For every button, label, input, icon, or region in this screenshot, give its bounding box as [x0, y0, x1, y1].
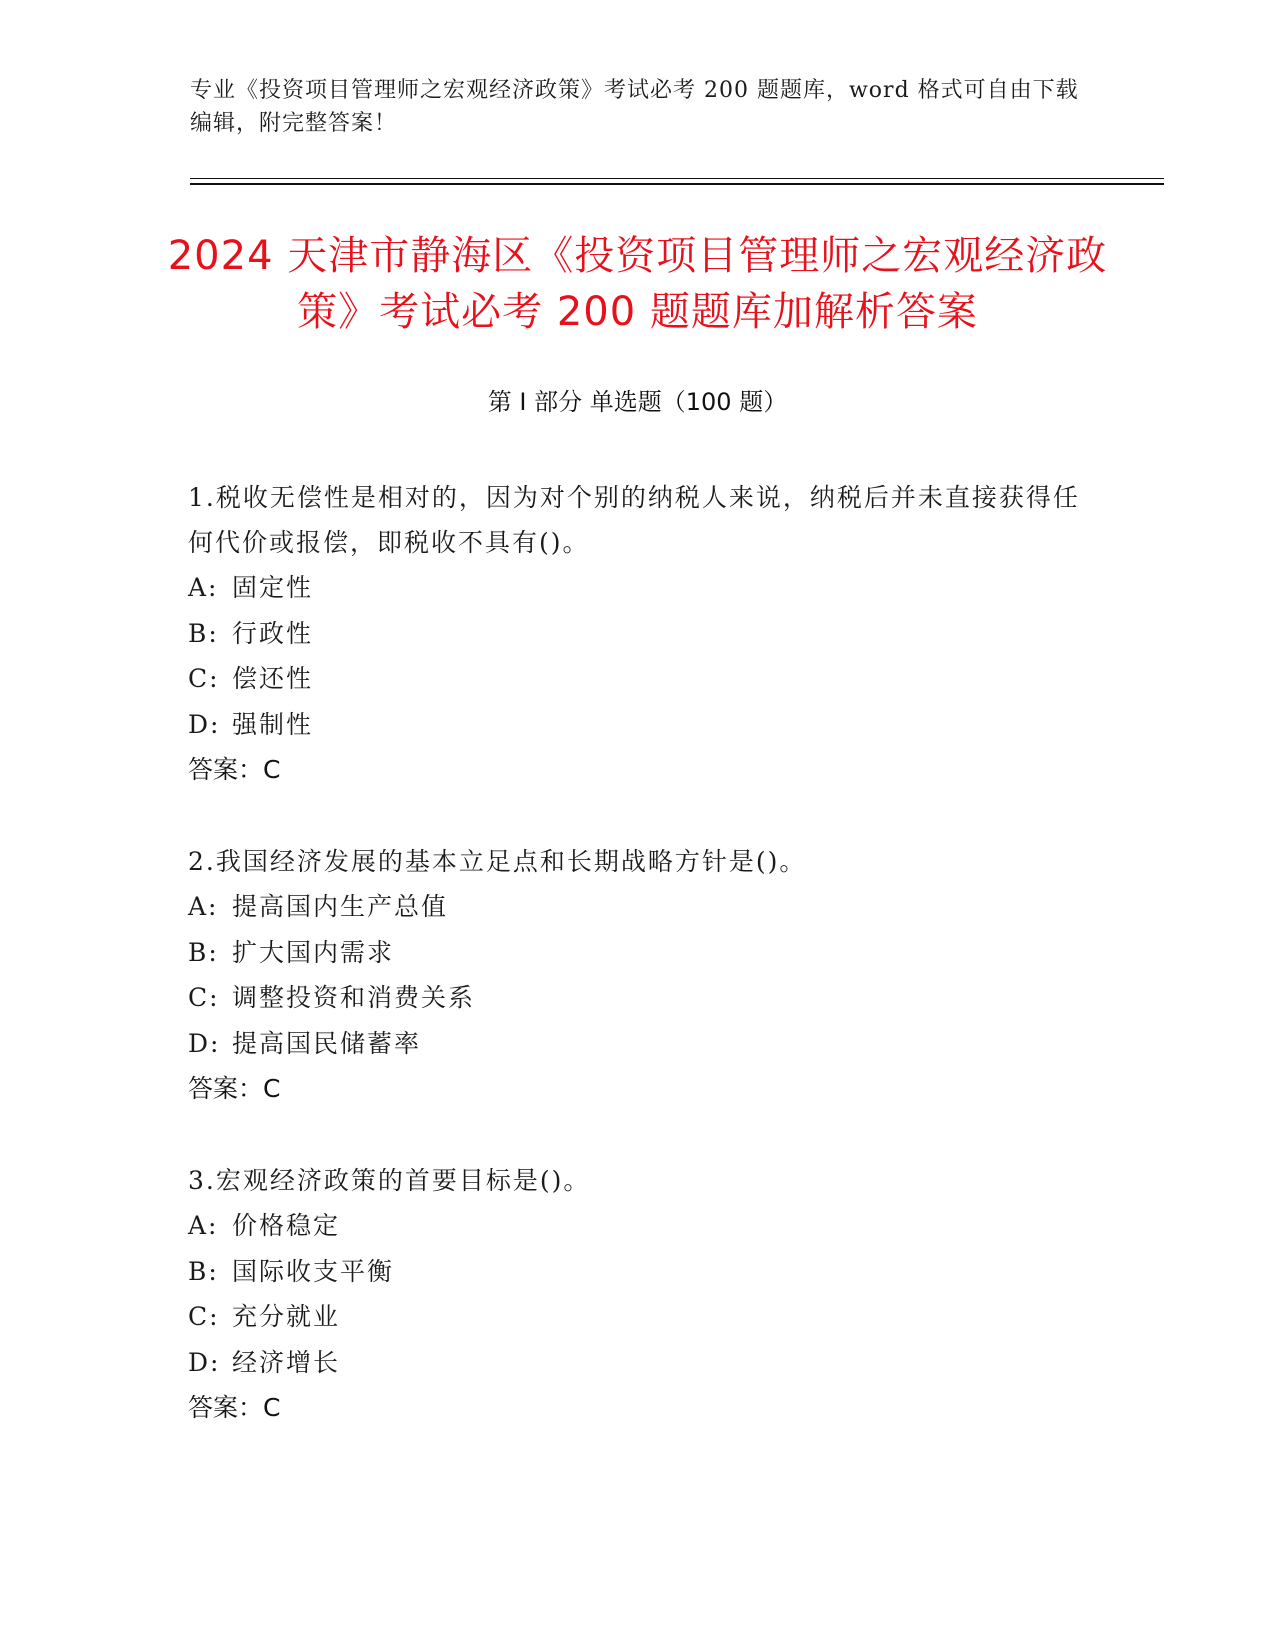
option-b — [188, 930, 1088, 976]
question-text: 1.税收无偿性是相对的，因为对个别的纳税人来说，纳税后并未直接获得任何代价或报偿，即税收不具有()。 — [188, 483, 1080, 557]
answer-line: 答案：C — [188, 755, 281, 784]
option-d — [188, 1340, 1088, 1386]
answer-line: 答案：C — [188, 1393, 281, 1422]
option-letter: B: — [188, 1256, 219, 1286]
option-c — [188, 656, 1088, 702]
section-heading: 第 I 部分 单选题（100 题） — [487, 388, 788, 416]
question-spacer — [188, 1111, 1088, 1158]
option-a — [188, 884, 1088, 930]
question-spacer — [188, 792, 1088, 839]
option-text: 价格稳定 — [232, 1211, 341, 1240]
option-letter: C: — [188, 664, 220, 693]
option-b — [188, 611, 1088, 657]
option-b — [188, 1249, 1088, 1295]
option-letter: A: — [188, 573, 219, 602]
header-note: 专业《投资项目管理师之宏观经济政策》考试必考 200 题题库，word 格式可自由下载编辑，附完整答案！ — [190, 78, 1079, 136]
option-text: 强制性 — [232, 709, 314, 739]
option-letter: D: — [188, 1347, 221, 1377]
option-text: 行政性 — [232, 618, 314, 648]
question-item — [188, 475, 1088, 792]
option-letter: A: — [188, 1211, 219, 1240]
option-d — [188, 702, 1088, 748]
option-c — [188, 1294, 1088, 1340]
option-text: 经济增长 — [232, 1347, 341, 1377]
option-text: 提高国内生产总值 — [232, 892, 449, 921]
option-a — [188, 565, 1088, 611]
option-text: 提高国民储蓄率 — [232, 1028, 422, 1058]
question-text: 2.我国经济发展的基本立足点和长期战略方针是()。 — [188, 847, 807, 876]
option-letter: D: — [188, 709, 221, 739]
option-letter: B: — [188, 618, 219, 648]
option-text: 固定性 — [232, 573, 314, 602]
option-letter: A: — [188, 892, 219, 921]
header-divider-thick — [190, 183, 1164, 185]
option-text: 国际收支平衡 — [232, 1256, 395, 1286]
document-title: 2024 天津市静海区《投资项目管理师之宏观经济政策》考试必考 200 题题库加解析答案 — [167, 233, 1108, 335]
option-text: 偿还性 — [232, 664, 314, 693]
question-list — [188, 475, 1088, 1430]
question-item — [188, 839, 1088, 1111]
header-divider-thin — [190, 178, 1164, 179]
answer-line: 答案：C — [188, 1074, 281, 1103]
option-d — [188, 1021, 1088, 1067]
question-text: 3.宏观经济政策的首要目标是()。 — [188, 1166, 591, 1195]
option-text: 充分就业 — [232, 1302, 341, 1331]
option-a — [188, 1203, 1088, 1249]
option-letter: C: — [188, 983, 220, 1012]
question-item — [188, 1158, 1088, 1430]
option-c — [188, 975, 1088, 1021]
option-letter: B: — [188, 937, 219, 967]
option-letter: C: — [188, 1302, 220, 1331]
option-letter: D: — [188, 1028, 221, 1058]
option-text: 调整投资和消费关系 — [232, 983, 476, 1012]
option-text: 扩大国内需求 — [232, 937, 395, 967]
